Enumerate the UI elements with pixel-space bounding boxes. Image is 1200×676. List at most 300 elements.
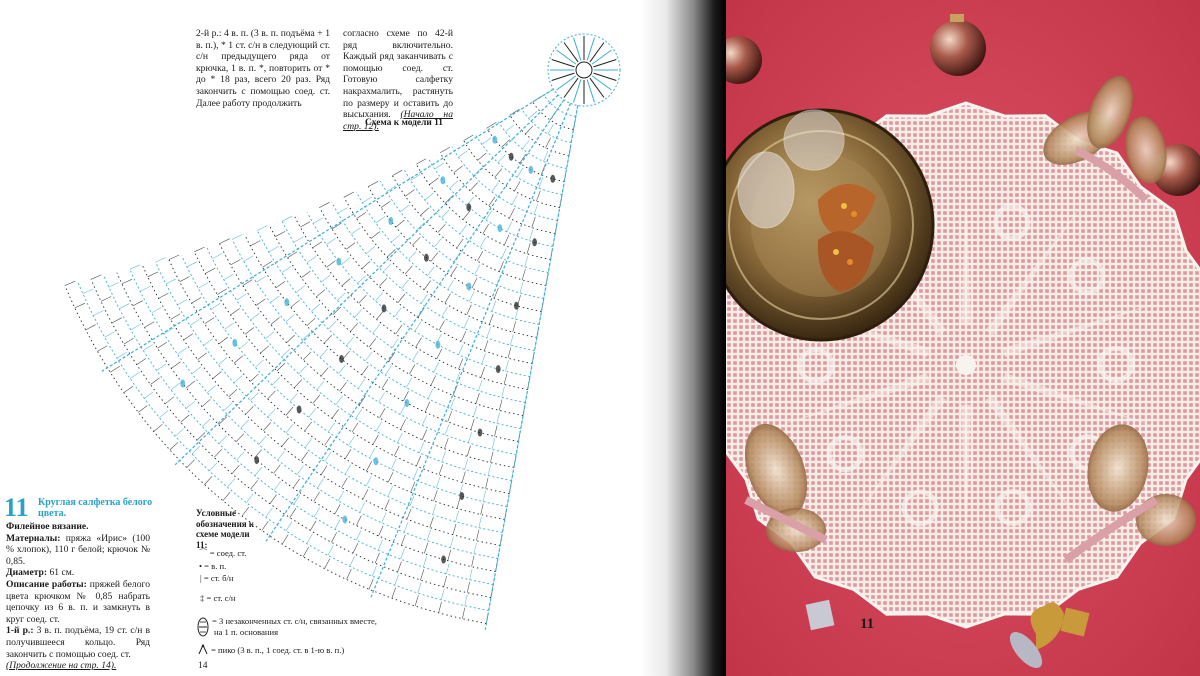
- page-gutter: [640, 0, 726, 676]
- chart-row: [270, 226, 523, 416]
- chart-stitch: [328, 321, 336, 329]
- chart-stitch: [463, 211, 470, 220]
- chart-stitch: [470, 183, 478, 191]
- chart-stitch: [448, 411, 452, 421]
- chart-stitch: [456, 511, 459, 522]
- chart-stitch: [379, 526, 384, 536]
- chart-row: [475, 134, 562, 194]
- chart-stitch: [416, 338, 422, 348]
- chart-stitch: [110, 366, 120, 372]
- chart-stitch: [409, 365, 415, 375]
- chart-cluster: [297, 406, 302, 414]
- chart-stitch: [405, 266, 412, 274]
- chart-stitch: [138, 406, 147, 413]
- chart-stitch: [347, 569, 352, 579]
- chart-stitch: [345, 449, 351, 459]
- chart-stitch: [415, 322, 421, 331]
- chart-stitch: [362, 261, 370, 268]
- chart-stitch: [454, 166, 463, 173]
- chart-stitch: [327, 261, 336, 268]
- chart-stitch: [294, 237, 304, 243]
- chart-stitch: [349, 436, 355, 446]
- chart-stitch: [255, 467, 262, 476]
- chart-stitch: [462, 608, 464, 619]
- legend-item-cluster: = 3 незаконченных ст. с/н, связанных вместе,: [212, 616, 377, 626]
- chart-stitch: [276, 281, 285, 288]
- chart-stitch: [130, 372, 139, 378]
- chart-stitch: [282, 216, 292, 221]
- chart-cluster: [339, 355, 344, 363]
- chart-center-ring: [576, 62, 592, 78]
- chart-stitch: [220, 239, 230, 244]
- chart-stitch: [383, 264, 391, 272]
- chart-stitch: [341, 258, 350, 265]
- chart-stitch: [434, 490, 438, 501]
- chart-stitch: [401, 420, 406, 430]
- chart-cluster: [441, 556, 446, 564]
- chart-cluster: [466, 203, 471, 211]
- chart-stitch: [418, 582, 421, 593]
- chart-stitch: [198, 283, 208, 289]
- chart-stitch: [450, 398, 454, 408]
- chart-stitch: [451, 266, 457, 275]
- chart-stitch: [237, 452, 244, 460]
- chart-stitch: [171, 314, 181, 320]
- chart-cluster: [498, 224, 503, 232]
- chart-stitch: [424, 281, 431, 290]
- chart-stitch: [317, 381, 324, 390]
- chart-stitch: [350, 556, 355, 566]
- chart-spoke: [175, 95, 558, 465]
- chart-stitch: [396, 325, 403, 334]
- chart-stitch: [307, 256, 316, 262]
- chart-stitch: [282, 438, 289, 447]
- chart-stitch: [314, 492, 320, 502]
- chart-stitch: [180, 277, 190, 282]
- chart-stitch: [394, 308, 401, 317]
- chart-stitch: [484, 340, 488, 351]
- chart-stitch: [497, 413, 500, 424]
- chart-stitch: [483, 224, 489, 234]
- chart-stitch: [412, 237, 420, 245]
- chart-stitch: [148, 272, 158, 277]
- chart-row: [232, 239, 516, 454]
- technique: Филейное вязание.: [6, 521, 89, 532]
- chart-cluster: [440, 176, 445, 184]
- chart-stitch: [282, 267, 291, 273]
- chart-stitch: [416, 223, 424, 231]
- chart-stitch: [429, 178, 438, 185]
- chart-stitch: [504, 235, 509, 245]
- chart-stitch: [305, 422, 312, 431]
- chart-stitch: [255, 360, 263, 368]
- legend-title: Условные обозначения к схеме модели 11:: [196, 508, 255, 550]
- chart-stitch: [290, 508, 296, 517]
- chart-row: [257, 231, 521, 429]
- chart-stitch: [425, 402, 430, 412]
- chart-stitch: [529, 230, 532, 241]
- chart-stitch: [263, 261, 273, 267]
- chart-stitch: [232, 234, 242, 239]
- chart-stitch: [376, 217, 385, 224]
- chart-stitch: [439, 602, 442, 613]
- chart-stitch: [345, 465, 351, 475]
- chart-stitch: [488, 465, 491, 476]
- chart-stitch: [428, 389, 433, 399]
- chart-stitch: [236, 434, 244, 442]
- chart-stitch: [405, 190, 414, 197]
- chart-stitch: [492, 183, 499, 192]
- chart-stitch: [407, 509, 411, 519]
- chart-stitch: [398, 294, 405, 303]
- chart-stitch: [256, 299, 265, 306]
- chart-stitch: [459, 359, 463, 369]
- chart-stitch: [250, 374, 258, 382]
- chart-stitch: [186, 381, 195, 388]
- chart-stitch: [177, 299, 187, 305]
- chart-stitch: [396, 220, 405, 227]
- chart-stitch: [366, 246, 375, 253]
- chart-stitch: [394, 446, 399, 456]
- chart-stitch: [286, 315, 295, 322]
- chart-stitch: [471, 419, 474, 430]
- chart-cluster: [424, 254, 429, 262]
- chart-row: [368, 187, 541, 312]
- chart-stitch: [372, 566, 376, 576]
- chart-stitch: [156, 258, 166, 263]
- legend-item-single-crochet: | = ст. б/н: [200, 573, 234, 583]
- chart-stitch: [487, 327, 491, 338]
- chart-stitch: [401, 535, 405, 546]
- chart-stitch: [448, 550, 451, 561]
- cluster-icon: [196, 616, 210, 638]
- chart-stitch: [482, 353, 486, 364]
- chart-stitch: [467, 582, 470, 593]
- chart-cluster: [254, 456, 259, 464]
- chart-stitch: [477, 251, 483, 261]
- chart-stitch: [140, 286, 150, 291]
- chart-stitch: [397, 433, 402, 443]
- chart-stitch: [246, 494, 253, 503]
- chart-stitch: [378, 540, 382, 550]
- chart-stitch: [428, 267, 435, 276]
- chart-stitch: [268, 391, 276, 399]
- legend-item-chain: • = в. п.: [199, 561, 227, 571]
- chart-stitch: [360, 502, 365, 512]
- chart-stitch: [520, 282, 523, 293]
- chart-stitch: [151, 378, 160, 385]
- scheme-title: Схема к модели 11: [365, 118, 443, 128]
- row2-instructions: 2-й р.: 4 в. п. (3 в. п. подъёма + 1 в. п.), * 1 ст. с/н в следующий ст. с/н предыдущего ряда от крючка, 1 в. п. *, повторить от * до * 18 раз, всего 20 раз. Ряд закончить с помощью соед. ст. Далее работу продолжить: [196, 28, 330, 109]
- chart-stitch: [486, 211, 492, 220]
- chart-stitch: [369, 579, 373, 589]
- chart-stitch: [159, 411, 168, 418]
- chart-stitch: [171, 362, 180, 369]
- chart-stitch: [442, 451, 446, 462]
- row1: 1-й р.: 3 в. п. подъёма, 19 ст. с/н в получившееся кольцо. Ряд закончить с помощью соед. ст.: [6, 625, 150, 660]
- chart-stitch: [376, 422, 382, 432]
- chart-stitch: [472, 556, 474, 567]
- slip-stitch-icon: ⌒: [199, 548, 208, 558]
- chart-stitch: [380, 408, 386, 418]
- chart-stitch: [504, 374, 507, 385]
- chart-stitch: [527, 243, 530, 254]
- chart-stitch: [481, 504, 484, 515]
- chart-stitch: [356, 516, 361, 526]
- chart-stitch: [192, 367, 201, 374]
- chart-stitch: [231, 309, 240, 315]
- chart-stitch: [502, 387, 505, 398]
- chart-stitch: [434, 239, 441, 248]
- chart-stitch: [305, 439, 312, 448]
- chart-stitch: [202, 399, 210, 406]
- chart-stitch: [515, 181, 521, 191]
- chart-stitch: [398, 562, 402, 573]
- chart-stitch: [275, 231, 285, 236]
- chart-stitch: [395, 575, 399, 586]
- chart-stitch: [91, 275, 101, 279]
- chart-stitch: [458, 151, 467, 157]
- chart-stitch: [449, 181, 457, 188]
- chart-stitch: [214, 449, 222, 457]
- chart-stitch: [445, 195, 453, 203]
- chain-stitch-icon: •: [199, 561, 203, 571]
- chart-stitch: [320, 349, 328, 357]
- chart-stitch: [271, 318, 280, 325]
- chart-stitch: [165, 397, 174, 404]
- chart-stitch: [499, 261, 503, 271]
- chart-stitch: [510, 334, 513, 345]
- chart-stitch: [482, 138, 491, 145]
- chart-stitch: [498, 154, 506, 162]
- chart-stitch: [205, 476, 213, 484]
- chart-stitch: [332, 409, 339, 418]
- chart-row: [143, 266, 501, 546]
- chart-stitch: [525, 256, 528, 267]
- chart-stitch: [523, 140, 530, 149]
- chart-stitch: [409, 252, 417, 260]
- chart-cluster: [180, 380, 185, 388]
- chart-stitch: [263, 423, 271, 431]
- chart-row: [440, 153, 555, 234]
- chart-stitch: [331, 532, 336, 542]
- chart-stitch: [314, 508, 320, 518]
- chart-stitch: [213, 372, 222, 379]
- chart-stitch: [507, 222, 512, 232]
- start-page-link[interactable]: (Начало на стр. 12).: [343, 109, 453, 132]
- chart-stitch: [421, 208, 429, 216]
- chart-stitch: [124, 338, 134, 344]
- chart-stitch: [422, 430, 427, 440]
- chart-stitch: [401, 280, 408, 289]
- chart-cluster: [529, 166, 534, 174]
- chart-stitch: [186, 401, 195, 408]
- chart-stitch: [392, 170, 402, 175]
- page-number: 14: [198, 661, 208, 671]
- chart-cluster: [550, 175, 555, 183]
- chart-stitch: [212, 254, 222, 259]
- chart-row: [282, 221, 525, 402]
- chart-stitch: [137, 358, 146, 364]
- chart-stitch: [381, 201, 390, 207]
- chart-stitch: [335, 504, 340, 514]
- chart-stitch: [410, 496, 414, 506]
- chart-stitch: [175, 429, 183, 437]
- chart-stitch: [224, 274, 234, 280]
- chart-stitch: [290, 393, 297, 401]
- chart-stitch: [101, 297, 111, 302]
- chart-stitch: [359, 295, 367, 303]
- chart-stitch: [256, 276, 265, 282]
- chart-cluster: [509, 153, 514, 161]
- chart-cluster: [492, 136, 497, 144]
- chart-stitch: [413, 351, 419, 361]
- chart-stitch: [133, 301, 143, 306]
- single-crochet-icon: |: [200, 573, 202, 583]
- chart-stitch: [340, 382, 347, 391]
- chart-stitch: [457, 239, 464, 248]
- chart-stitch: [375, 293, 383, 301]
- chart-stitch: [324, 335, 332, 343]
- chart-stitch: [312, 304, 320, 311]
- chart-stitch: [246, 406, 254, 414]
- chart-stitch: [448, 280, 454, 290]
- chart-stitch: [481, 367, 485, 378]
- chart-stitch: [320, 202, 330, 207]
- chart-stitch: [219, 417, 227, 425]
- chart-row: [207, 248, 512, 481]
- chart-stitch: [406, 378, 411, 388]
- chart-stitch: [404, 522, 408, 532]
- chart-stitch: [359, 396, 365, 405]
- chart-cluster: [405, 399, 410, 407]
- chart-row: [307, 213, 530, 377]
- chart-stitch: [83, 289, 93, 294]
- chart-row: [392, 176, 546, 286]
- chart-stitch: [286, 424, 293, 433]
- chart-stitch: [435, 163, 444, 169]
- description: Описание работы: пряжей белого цвета крючком № 0,85 набрать цепочку из 6 в. п. и замкнуть в круг соед. ст.: [6, 578, 151, 625]
- chart-stitch: [109, 282, 119, 287]
- chart-cluster: [232, 339, 237, 347]
- chart-stitch: [400, 205, 409, 212]
- chart-stitch: [388, 487, 393, 497]
- chart-row: [104, 276, 493, 584]
- chart-stitch: [250, 241, 260, 246]
- chart-stitch: [465, 459, 468, 470]
- chart-stitch: [211, 303, 220, 309]
- chart-stitch: [437, 349, 442, 359]
- chart-stitch: [444, 576, 447, 587]
- chart-stitch: [459, 345, 464, 355]
- chart-stitch: [431, 253, 438, 262]
- chart-stitch: [158, 342, 167, 348]
- chart-row: [156, 262, 503, 532]
- chart-stitch: [421, 294, 427, 303]
- chart-stitch: [313, 218, 323, 224]
- chart-stitch: [440, 147, 450, 153]
- chart-stitch: [534, 204, 538, 215]
- chart-stitch: [205, 268, 215, 273]
- chart-stitch: [301, 452, 308, 461]
- chart-stitch: [450, 537, 453, 548]
- chart-stitch: [325, 559, 330, 569]
- chart-stitch: [270, 296, 279, 303]
- model-description: [6, 521, 150, 672]
- model-number: 11: [4, 493, 29, 522]
- continuation-link[interactable]: (Продолжение на стр. 14).: [6, 660, 117, 672]
- chart-stitch: [382, 513, 387, 523]
- chart-stitch: [379, 393, 385, 403]
- chart-stitch: [241, 420, 249, 428]
- chart-stitch: [205, 318, 214, 324]
- chart-stitch: [525, 126, 533, 134]
- chart-stitch: [495, 169, 502, 178]
- double-crochet-icon: ‡: [200, 593, 205, 603]
- chart-stitch: [316, 290, 325, 297]
- chart-stitch: [467, 305, 472, 315]
- chart-stitch: [546, 138, 551, 148]
- legend-item-cluster-cont: на 1 п. основания: [214, 627, 279, 637]
- chart-stitch: [472, 278, 477, 288]
- chart-stitch: [415, 595, 418, 606]
- chart-stitch: [489, 197, 495, 206]
- chart-cluster: [343, 516, 348, 524]
- chart-stitch: [259, 436, 266, 444]
- chart-stitch: [274, 465, 281, 474]
- chart-stitch: [356, 530, 361, 540]
- chart-stitch: [479, 380, 483, 391]
- chart-stitch: [338, 208, 348, 214]
- chart-stitch: [462, 472, 465, 483]
- chart-stitch: [373, 435, 379, 445]
- chart-stitch: [509, 208, 514, 218]
- chart-stitch: [232, 465, 239, 474]
- chart-stitch: [287, 335, 295, 343]
- chart-stitch: [170, 442, 178, 450]
- chart-stitch: [301, 271, 310, 278]
- chart-stitch: [339, 365, 346, 374]
- chart-stitch: [274, 481, 281, 490]
- chart-stitch: [536, 191, 540, 202]
- chart-stitch: [505, 125, 514, 132]
- chart-stitch: [325, 436, 331, 445]
- chart-stitch: [439, 464, 443, 475]
- chart-stitch: [430, 517, 434, 528]
- chart-row: [130, 269, 498, 558]
- chart-stitch: [479, 517, 482, 528]
- chart-stitch: [424, 543, 428, 554]
- chart-stitch: [300, 222, 310, 227]
- chart-stitch: [445, 294, 451, 304]
- continuation-text: согласно схеме по 42-й ряд включительно. Каждый ряд заканчивать с помощью соед. ст. Готовую салфетку накрахмалить, растянуть по размеру и оставить до высыхания.: [343, 28, 453, 121]
- chart-stitch: [262, 521, 268, 530]
- chart-stitch: [366, 476, 371, 486]
- chart-stitch: [219, 337, 228, 344]
- chart-stitch: [144, 392, 153, 399]
- chart-stitch: [391, 459, 396, 469]
- chart-stitch: [421, 569, 424, 580]
- right-page-photo: [726, 0, 1200, 676]
- chart-stitch: [75, 303, 85, 308]
- chart-stitch: [492, 301, 496, 312]
- chart-stitch: [358, 379, 365, 388]
- chart-stitch: [478, 153, 487, 160]
- chart-stitch: [286, 521, 292, 530]
- chart-stitch: [441, 210, 449, 218]
- chart-cluster: [532, 238, 537, 246]
- chart-stitch: [346, 337, 353, 346]
